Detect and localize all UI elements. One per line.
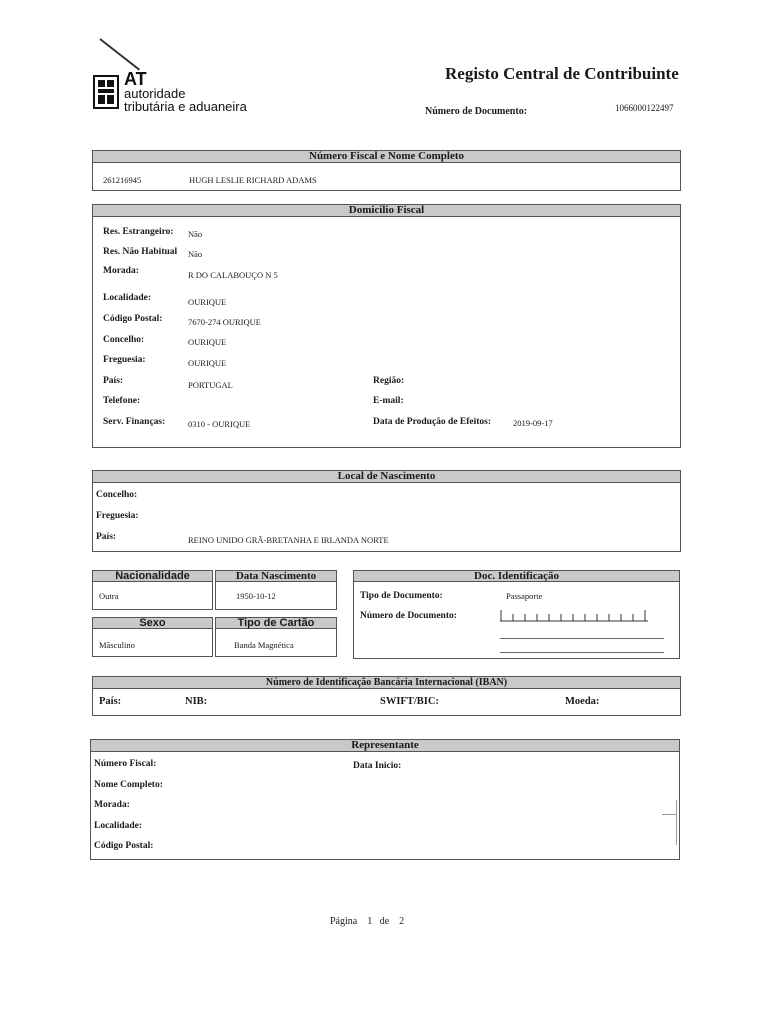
email-label: E-mail: bbox=[373, 396, 404, 406]
sexo-title: Sexo bbox=[92, 617, 213, 629]
scan-mark-right-2 bbox=[662, 814, 676, 815]
codigo-postal-label: Código Postal: bbox=[103, 314, 163, 324]
res-estrangeiro-value: Não bbox=[188, 229, 203, 239]
document-number-line-2 bbox=[500, 638, 664, 639]
nascimento-pais-label: País: bbox=[96, 532, 117, 542]
representante-section-title: Representante bbox=[91, 740, 679, 752]
concelho-value: OURIQUE bbox=[188, 337, 227, 347]
nascimento-concelho-label: Concelho: bbox=[96, 490, 138, 500]
data-nascimento-title: Data Nascimento bbox=[215, 570, 337, 582]
representante-nome-label: Nome Completo: bbox=[94, 780, 163, 790]
iban-pais-label: País: bbox=[99, 696, 122, 707]
serv-financas-label: Serv. Finanças: bbox=[103, 417, 166, 427]
concelho-label: Concelho: bbox=[103, 335, 145, 345]
data-efeitos-label: Data de Produção de Efeitos: bbox=[373, 417, 492, 427]
freguesia-label: Freguesia: bbox=[103, 355, 146, 365]
swift-label: SWIFT/BIC: bbox=[380, 696, 439, 707]
localidade-label: Localidade: bbox=[103, 293, 152, 303]
data-nascimento-value: 1950-10-12 bbox=[236, 591, 276, 601]
representante-localidade-label: Localidade: bbox=[94, 821, 143, 831]
iban-section bbox=[92, 676, 681, 716]
fiscal-section bbox=[92, 150, 681, 191]
representante-codigo-postal-label: Código Postal: bbox=[94, 841, 154, 851]
localidade-value: OURIQUE bbox=[188, 297, 227, 307]
tipo-cartao-box bbox=[215, 617, 337, 657]
pais-value: PORTUGAL bbox=[188, 380, 233, 390]
tipo-cartao-title: Tipo de Cartão bbox=[215, 617, 337, 629]
nacionalidade-box bbox=[92, 570, 213, 610]
full-name-value: HUGH LESLIE RICHARD ADAMS bbox=[189, 175, 317, 185]
representante-nif-label: Número Fiscal: bbox=[94, 759, 157, 769]
page-title: Registo Central de Contribuinte bbox=[445, 64, 679, 83]
doc-identificacao-title: Doc. Identificação bbox=[353, 570, 680, 582]
fiscal-section-title: Número Fiscal e Nome Completo bbox=[93, 151, 680, 163]
sexo-value: Mãsculino bbox=[99, 640, 135, 650]
document-number-boxes bbox=[500, 610, 648, 622]
representante-morada-label: Morada: bbox=[94, 800, 130, 810]
regiao-label: Região: bbox=[373, 376, 405, 386]
nib-label: NIB: bbox=[185, 696, 208, 707]
morada-label: Morada: bbox=[103, 266, 139, 276]
res-nao-habitual-label: Res. Não Habitual bbox=[103, 247, 178, 257]
data-inicio-label: Data Inicio: bbox=[353, 761, 402, 771]
nascimento-freguesia-label: Freguesia: bbox=[96, 511, 139, 521]
page-total: 2 bbox=[399, 916, 405, 927]
nascimento-pais-value: REINO UNIDO GRÃ-BRETANHA E IRLANDA NORTE bbox=[188, 535, 389, 545]
telefone-label: Telefone: bbox=[103, 396, 141, 406]
org-name-line1: autoridade bbox=[124, 86, 186, 101]
moeda-label: Moeda: bbox=[565, 696, 600, 707]
page-of: de bbox=[379, 916, 390, 927]
scan-mark-right-1 bbox=[676, 800, 677, 845]
freguesia-value: OURIQUE bbox=[188, 358, 227, 368]
pais-label: País: bbox=[103, 376, 124, 386]
pen-stroke-mark bbox=[99, 38, 140, 70]
org-name-line2: tributária e aduaneira bbox=[124, 99, 247, 114]
page-label: Página bbox=[330, 916, 358, 927]
tipo-documento-value: Passaporte bbox=[506, 591, 543, 601]
iban-section-title: Número de Identificação Bancária Internacional (IBAN) bbox=[93, 677, 680, 689]
at-logo-icon bbox=[92, 74, 120, 110]
nacionalidade-value: Outra bbox=[99, 591, 119, 601]
tipo-cartao-value: Banda Magnética bbox=[234, 640, 294, 650]
res-nao-habitual-value: Não bbox=[188, 249, 203, 259]
tipo-documento-label: Tipo de Documento: bbox=[360, 591, 443, 601]
numero-documento-label: Número de Documento: bbox=[360, 611, 457, 621]
data-nascimento-box bbox=[215, 570, 337, 610]
representante-section bbox=[90, 739, 680, 860]
morada-value: R DO CALABOUÇO N 5 bbox=[188, 270, 278, 280]
nif-value: 261216945 bbox=[103, 175, 142, 185]
data-efeitos-value: 2019-09-17 bbox=[513, 418, 553, 428]
codigo-postal-value: 7670-274 OURIQUE bbox=[188, 317, 261, 327]
sexo-box bbox=[92, 617, 213, 657]
res-estrangeiro-label: Res. Estrangeiro: bbox=[103, 227, 174, 237]
document-number-label: Número de Documento: bbox=[425, 106, 528, 117]
nacionalidade-title: Nacionalidade bbox=[92, 570, 213, 582]
domicilio-section-title: Domicilio Fiscal bbox=[93, 205, 680, 217]
nascimento-section bbox=[92, 470, 681, 552]
domicilio-section bbox=[92, 204, 681, 448]
nascimento-section-title: Local de Nascimento bbox=[93, 471, 680, 483]
serv-financas-value: 0310 - OURIQUE bbox=[188, 419, 251, 429]
org-short-name: AT bbox=[124, 69, 147, 89]
document-number: 1066000122497 bbox=[615, 103, 674, 113]
page-current: 1 bbox=[367, 916, 373, 927]
document-number-line-3 bbox=[500, 652, 664, 653]
page-indicator bbox=[330, 916, 404, 927]
